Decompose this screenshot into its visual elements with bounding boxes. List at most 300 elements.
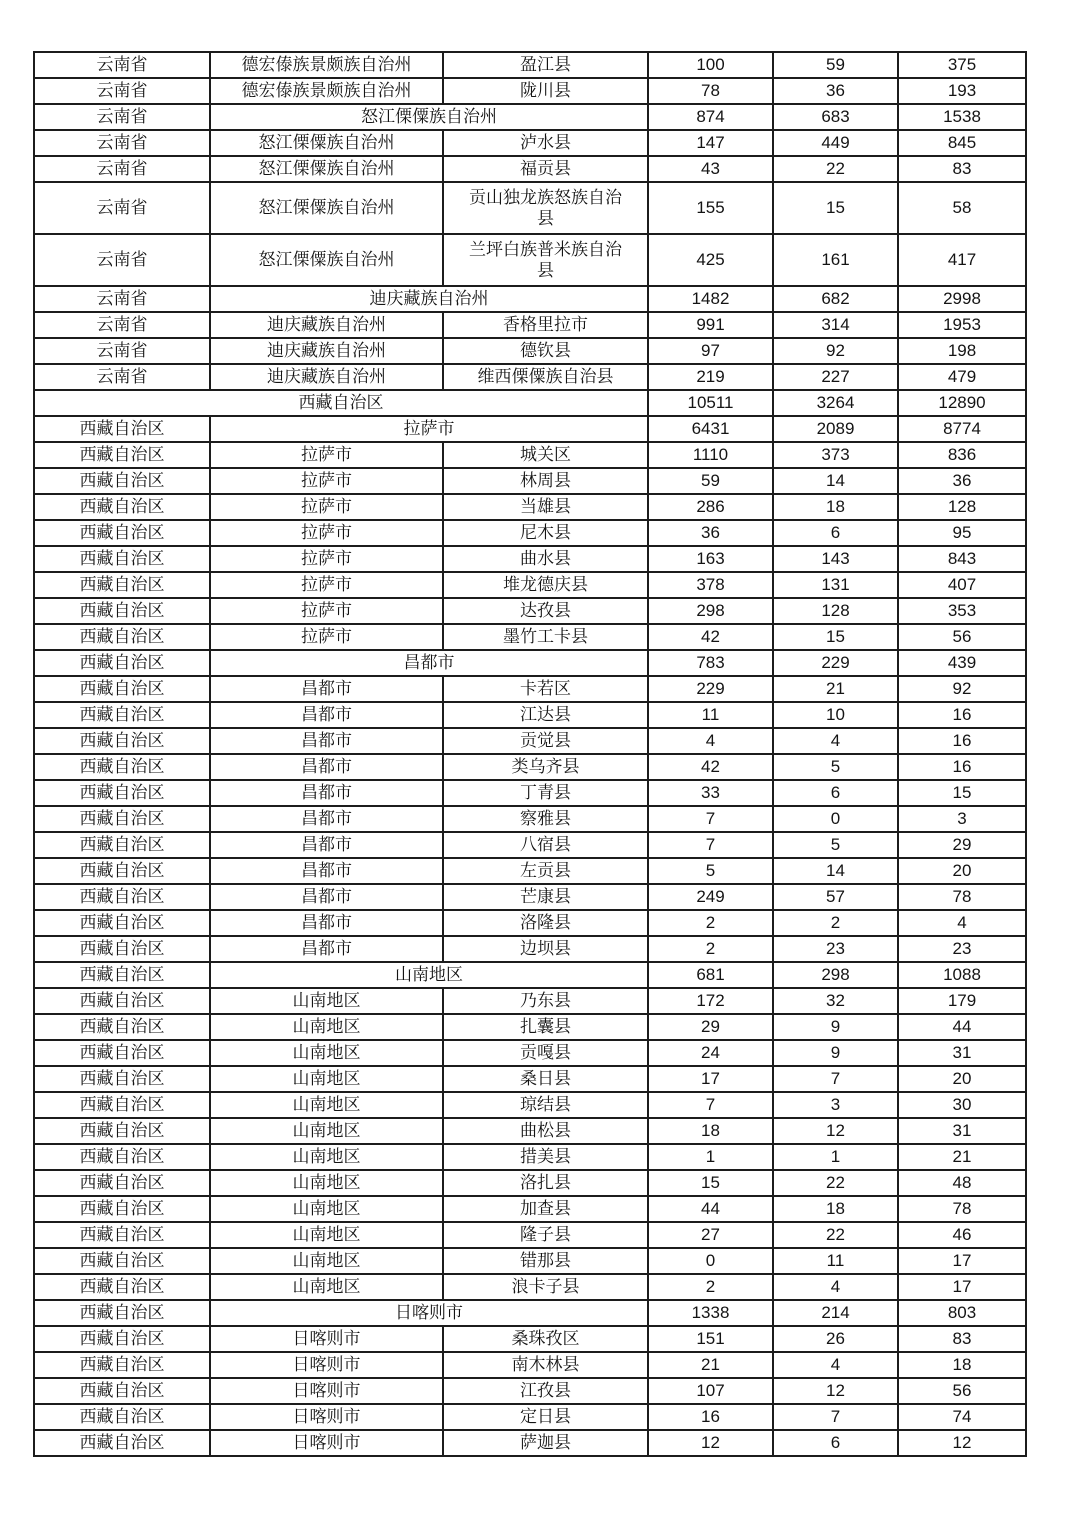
prefecture-cell: 山南地区 <box>210 1092 443 1118</box>
table-row <box>34 702 1026 728</box>
value-cell: 286 <box>648 494 773 520</box>
county-cell: 洛隆县 <box>443 910 648 936</box>
value-cell: 8774 <box>898 416 1026 442</box>
value-cell: 48 <box>898 1170 1026 1196</box>
province-cell: 西藏自治区 <box>34 546 210 572</box>
prefecture-cell: 山南地区 <box>210 1222 443 1248</box>
table-row <box>34 1274 1026 1300</box>
table-row <box>34 182 1026 234</box>
value-cell: 425 <box>648 234 773 286</box>
prefecture-cell: 山南地区 <box>210 988 443 1014</box>
table-row <box>34 598 1026 624</box>
prefecture-cell: 昌都市 <box>210 728 443 754</box>
table-row <box>34 1014 1026 1040</box>
table-row <box>34 1066 1026 1092</box>
value-cell: 11 <box>648 702 773 728</box>
table-row <box>34 52 1026 78</box>
county-cell: 江孜县 <box>443 1378 648 1404</box>
province-cell: 西藏自治区 <box>34 624 210 650</box>
table-row <box>34 962 1026 988</box>
prefecture-cell: 昌都市 <box>210 702 443 728</box>
value-cell: 314 <box>773 312 898 338</box>
province-cell: 西藏自治区 <box>34 650 210 676</box>
county-cell: 林周县 <box>443 468 648 494</box>
value-cell: 2 <box>648 910 773 936</box>
value-cell: 151 <box>648 1326 773 1352</box>
value-cell: 18 <box>648 1118 773 1144</box>
value-cell: 56 <box>898 1378 1026 1404</box>
value-cell: 2 <box>773 910 898 936</box>
province-cell: 西藏自治区 <box>34 858 210 884</box>
county-cell: 维西傈僳族自治县 <box>443 364 648 390</box>
province-cell: 西藏自治区 <box>34 1326 210 1352</box>
province-cell: 西藏自治区 <box>34 936 210 962</box>
value-cell: 31 <box>898 1118 1026 1144</box>
county-cell: 定日县 <box>443 1404 648 1430</box>
value-cell: 56 <box>898 624 1026 650</box>
table-row <box>34 1222 1026 1248</box>
province-cell: 云南省 <box>34 364 210 390</box>
table-row <box>34 390 1026 416</box>
county-cell: 浪卡子县 <box>443 1274 648 1300</box>
value-cell: 843 <box>898 546 1026 572</box>
province-cell: 云南省 <box>34 104 210 130</box>
province-cell: 西藏自治区 <box>34 1352 210 1378</box>
value-cell: 17 <box>898 1274 1026 1300</box>
county-cell: 桑珠孜区 <box>443 1326 648 1352</box>
table-row <box>34 728 1026 754</box>
value-cell: 783 <box>648 650 773 676</box>
table-row <box>34 754 1026 780</box>
prefecture-cell: 日喀则市 <box>210 1378 443 1404</box>
value-cell: 9 <box>773 1014 898 1040</box>
county-cell: 边坝县 <box>443 936 648 962</box>
province-cell: 西藏自治区 <box>34 494 210 520</box>
county-cell: 贡觉县 <box>443 728 648 754</box>
prefecture-cell: 拉萨市 <box>210 494 443 520</box>
province-cell: 西藏自治区 <box>34 1378 210 1404</box>
value-cell: 6 <box>773 1430 898 1456</box>
province-cell: 西藏自治区 <box>34 832 210 858</box>
value-cell: 42 <box>648 754 773 780</box>
table-row <box>34 1040 1026 1066</box>
value-cell: 15 <box>773 182 898 234</box>
prefecture-cell: 拉萨市 <box>210 442 443 468</box>
province-cell: 西藏自治区 <box>34 728 210 754</box>
province-cell: 西藏自治区 <box>34 1066 210 1092</box>
value-cell: 22 <box>773 1170 898 1196</box>
province-cell: 西藏自治区 <box>34 1144 210 1170</box>
province-total-cell: 西藏自治区 <box>34 390 648 416</box>
prefecture-cell: 德宏傣族景颇族自治州 <box>210 78 443 104</box>
county-cell: 措美县 <box>443 1144 648 1170</box>
table-row <box>34 1196 1026 1222</box>
county-cell: 城关区 <box>443 442 648 468</box>
value-cell: 16 <box>898 728 1026 754</box>
prefecture-cell: 昌都市 <box>210 754 443 780</box>
table-row <box>34 572 1026 598</box>
table-row <box>34 676 1026 702</box>
table-row <box>34 936 1026 962</box>
statistics-table <box>33 51 1027 1457</box>
value-cell: 78 <box>648 78 773 104</box>
county-cell: 堆龙德庆县 <box>443 572 648 598</box>
table-body <box>34 52 1026 1456</box>
table-row <box>34 1326 1026 1352</box>
value-cell: 29 <box>648 1014 773 1040</box>
value-cell: 373 <box>773 442 898 468</box>
value-cell: 92 <box>898 676 1026 702</box>
value-cell: 179 <box>898 988 1026 1014</box>
value-cell: 21 <box>648 1352 773 1378</box>
value-cell: 3264 <box>773 390 898 416</box>
table-row <box>34 884 1026 910</box>
value-cell: 407 <box>898 572 1026 598</box>
value-cell: 22 <box>773 156 898 182</box>
value-cell: 128 <box>898 494 1026 520</box>
value-cell: 36 <box>773 78 898 104</box>
table-row <box>34 1352 1026 1378</box>
value-cell: 378 <box>648 572 773 598</box>
table-row <box>34 442 1026 468</box>
prefecture-cell: 山南地区 <box>210 1118 443 1144</box>
province-cell: 西藏自治区 <box>34 1118 210 1144</box>
prefecture-cell: 日喀则市 <box>210 1404 443 1430</box>
value-cell: 198 <box>898 338 1026 364</box>
value-cell: 16 <box>648 1404 773 1430</box>
province-cell: 西藏自治区 <box>34 702 210 728</box>
value-cell: 0 <box>773 806 898 832</box>
value-cell: 417 <box>898 234 1026 286</box>
value-cell: 143 <box>773 546 898 572</box>
province-cell: 西藏自治区 <box>34 442 210 468</box>
county-cell: 洛扎县 <box>443 1170 648 1196</box>
value-cell: 78 <box>898 1196 1026 1222</box>
value-cell: 21 <box>898 1144 1026 1170</box>
prefecture-cell: 昌都市 <box>210 910 443 936</box>
value-cell: 14 <box>773 858 898 884</box>
prefecture-cell: 怒江傈僳族自治州 <box>210 156 443 182</box>
value-cell: 147 <box>648 130 773 156</box>
province-cell: 西藏自治区 <box>34 1404 210 1430</box>
prefecture-cell: 山南地区 <box>210 1170 443 1196</box>
value-cell: 23 <box>898 936 1026 962</box>
prefecture-cell: 昌都市 <box>210 832 443 858</box>
value-cell: 2 <box>648 1274 773 1300</box>
value-cell: 155 <box>648 182 773 234</box>
value-cell: 12 <box>773 1378 898 1404</box>
table-page <box>33 51 1027 1457</box>
value-cell: 1482 <box>648 286 773 312</box>
table-row <box>34 1430 1026 1456</box>
table-row <box>34 1092 1026 1118</box>
county-cell: 察雅县 <box>443 806 648 832</box>
county-cell: 乃东县 <box>443 988 648 1014</box>
value-cell: 4 <box>648 728 773 754</box>
prefecture-cell: 怒江傈僳族自治州 <box>210 234 443 286</box>
table-row <box>34 312 1026 338</box>
value-cell: 21 <box>773 676 898 702</box>
prefecture-cell: 昌都市 <box>210 806 443 832</box>
value-cell: 1088 <box>898 962 1026 988</box>
value-cell: 9 <box>773 1040 898 1066</box>
province-cell: 西藏自治区 <box>34 468 210 494</box>
table-row <box>34 234 1026 286</box>
county-cell: 达孜县 <box>443 598 648 624</box>
table-row <box>34 520 1026 546</box>
province-cell: 云南省 <box>34 78 210 104</box>
county-cell: 兰坪白族普米族自治县 <box>443 234 648 286</box>
county-cell: 类乌齐县 <box>443 754 648 780</box>
county-cell: 陇川县 <box>443 78 648 104</box>
value-cell: 83 <box>898 156 1026 182</box>
prefecture-cell: 日喀则市 <box>210 1326 443 1352</box>
prefecture-cell: 昌都市 <box>210 858 443 884</box>
value-cell: 107 <box>648 1378 773 1404</box>
table-row <box>34 624 1026 650</box>
value-cell: 43 <box>648 156 773 182</box>
value-cell: 20 <box>898 858 1026 884</box>
province-cell: 西藏自治区 <box>34 754 210 780</box>
table-row <box>34 988 1026 1014</box>
table-row <box>34 156 1026 182</box>
prefecture-cell: 迪庆藏族自治州 <box>210 338 443 364</box>
table-row <box>34 78 1026 104</box>
county-cell: 芒康县 <box>443 884 648 910</box>
value-cell: 36 <box>648 520 773 546</box>
value-cell: 5 <box>773 754 898 780</box>
prefecture-cell: 日喀则市 <box>210 1352 443 1378</box>
value-cell: 1538 <box>898 104 1026 130</box>
value-cell: 803 <box>898 1300 1026 1326</box>
value-cell: 7 <box>773 1404 898 1430</box>
value-cell: 22 <box>773 1222 898 1248</box>
value-cell: 42 <box>648 624 773 650</box>
county-cell: 八宿县 <box>443 832 648 858</box>
county-cell: 贡嘎县 <box>443 1040 648 1066</box>
value-cell: 23 <box>773 936 898 962</box>
county-cell: 泸水县 <box>443 130 648 156</box>
county-cell: 左贡县 <box>443 858 648 884</box>
value-cell: 214 <box>773 1300 898 1326</box>
county-cell: 盈江县 <box>443 52 648 78</box>
prefecture-total-cell: 山南地区 <box>210 962 648 988</box>
province-cell: 西藏自治区 <box>34 1274 210 1300</box>
value-cell: 479 <box>898 364 1026 390</box>
value-cell: 24 <box>648 1040 773 1066</box>
prefecture-cell: 拉萨市 <box>210 598 443 624</box>
value-cell: 18 <box>898 1352 1026 1378</box>
province-cell: 西藏自治区 <box>34 1430 210 1456</box>
province-cell: 云南省 <box>34 130 210 156</box>
table-row <box>34 468 1026 494</box>
province-cell: 云南省 <box>34 312 210 338</box>
value-cell: 46 <box>898 1222 1026 1248</box>
value-cell: 439 <box>898 650 1026 676</box>
county-cell: 香格里拉市 <box>443 312 648 338</box>
value-cell: 128 <box>773 598 898 624</box>
value-cell: 15 <box>773 624 898 650</box>
value-cell: 298 <box>648 598 773 624</box>
prefecture-cell: 德宏傣族景颇族自治州 <box>210 52 443 78</box>
value-cell: 14 <box>773 468 898 494</box>
value-cell: 16 <box>898 754 1026 780</box>
value-cell: 298 <box>773 962 898 988</box>
table-row <box>34 1248 1026 1274</box>
table-row <box>34 1378 1026 1404</box>
value-cell: 5 <box>773 832 898 858</box>
table-row <box>34 494 1026 520</box>
province-cell: 西藏自治区 <box>34 910 210 936</box>
table-row <box>34 546 1026 572</box>
prefecture-total-cell: 怒江傈僳族自治州 <box>210 104 648 130</box>
province-cell: 西藏自治区 <box>34 1014 210 1040</box>
table-row <box>34 286 1026 312</box>
table-row <box>34 1118 1026 1144</box>
value-cell: 12890 <box>898 390 1026 416</box>
province-cell: 西藏自治区 <box>34 1040 210 1066</box>
county-cell: 南木林县 <box>443 1352 648 1378</box>
value-cell: 7 <box>648 1092 773 1118</box>
value-cell: 12 <box>648 1430 773 1456</box>
value-cell: 1953 <box>898 312 1026 338</box>
value-cell: 11 <box>773 1248 898 1274</box>
value-cell: 1110 <box>648 442 773 468</box>
province-cell: 云南省 <box>34 182 210 234</box>
value-cell: 161 <box>773 234 898 286</box>
prefecture-total-cell: 日喀则市 <box>210 1300 648 1326</box>
province-cell: 西藏自治区 <box>34 988 210 1014</box>
province-cell: 西藏自治区 <box>34 520 210 546</box>
county-cell: 德钦县 <box>443 338 648 364</box>
province-cell: 云南省 <box>34 234 210 286</box>
prefecture-cell: 山南地区 <box>210 1274 443 1300</box>
table-row <box>34 130 1026 156</box>
value-cell: 30 <box>898 1092 1026 1118</box>
value-cell: 3 <box>898 806 1026 832</box>
value-cell: 58 <box>898 182 1026 234</box>
value-cell: 100 <box>648 52 773 78</box>
value-cell: 15 <box>648 1170 773 1196</box>
table-row <box>34 1404 1026 1430</box>
prefecture-cell: 迪庆藏族自治州 <box>210 312 443 338</box>
prefecture-cell: 山南地区 <box>210 1196 443 1222</box>
table-row <box>34 858 1026 884</box>
province-cell: 西藏自治区 <box>34 962 210 988</box>
table-row <box>34 364 1026 390</box>
value-cell: 682 <box>773 286 898 312</box>
prefecture-cell: 山南地区 <box>210 1066 443 1092</box>
province-cell: 西藏自治区 <box>34 1170 210 1196</box>
value-cell: 4 <box>773 1274 898 1300</box>
value-cell: 219 <box>648 364 773 390</box>
table-row <box>34 650 1026 676</box>
value-cell: 353 <box>898 598 1026 624</box>
province-cell: 西藏自治区 <box>34 598 210 624</box>
table-row <box>34 910 1026 936</box>
county-cell: 曲松县 <box>443 1118 648 1144</box>
county-cell: 江达县 <box>443 702 648 728</box>
table-row <box>34 1170 1026 1196</box>
value-cell: 1338 <box>648 1300 773 1326</box>
value-cell: 6431 <box>648 416 773 442</box>
province-cell: 西藏自治区 <box>34 1248 210 1274</box>
prefecture-cell: 怒江傈僳族自治州 <box>210 182 443 234</box>
value-cell: 131 <box>773 572 898 598</box>
value-cell: 12 <box>773 1118 898 1144</box>
table-row <box>34 416 1026 442</box>
value-cell: 16 <box>898 702 1026 728</box>
value-cell: 17 <box>898 1248 1026 1274</box>
value-cell: 681 <box>648 962 773 988</box>
county-cell: 丁青县 <box>443 780 648 806</box>
prefecture-cell: 山南地区 <box>210 1144 443 1170</box>
value-cell: 27 <box>648 1222 773 1248</box>
value-cell: 20 <box>898 1066 1026 1092</box>
county-cell: 曲水县 <box>443 546 648 572</box>
province-cell: 西藏自治区 <box>34 416 210 442</box>
value-cell: 18 <box>773 494 898 520</box>
value-cell: 7 <box>773 1066 898 1092</box>
table-row <box>34 1144 1026 1170</box>
value-cell: 4 <box>898 910 1026 936</box>
value-cell: 836 <box>898 442 1026 468</box>
table-row <box>34 338 1026 364</box>
value-cell: 83 <box>898 1326 1026 1352</box>
value-cell: 78 <box>898 884 1026 910</box>
value-cell: 449 <box>773 130 898 156</box>
province-cell: 西藏自治区 <box>34 1300 210 1326</box>
value-cell: 1 <box>648 1144 773 1170</box>
prefecture-cell: 昌都市 <box>210 936 443 962</box>
table-row <box>34 1300 1026 1326</box>
county-cell: 隆子县 <box>443 1222 648 1248</box>
value-cell: 12 <box>898 1430 1026 1456</box>
value-cell: 3 <box>773 1092 898 1118</box>
prefecture-cell: 拉萨市 <box>210 468 443 494</box>
value-cell: 4 <box>773 1352 898 1378</box>
province-cell: 西藏自治区 <box>34 806 210 832</box>
value-cell: 18 <box>773 1196 898 1222</box>
province-cell: 西藏自治区 <box>34 1092 210 1118</box>
value-cell: 57 <box>773 884 898 910</box>
prefecture-cell: 昌都市 <box>210 676 443 702</box>
value-cell: 172 <box>648 988 773 1014</box>
value-cell: 33 <box>648 780 773 806</box>
county-cell: 琼结县 <box>443 1092 648 1118</box>
province-cell: 云南省 <box>34 286 210 312</box>
table-row <box>34 104 1026 130</box>
value-cell: 7 <box>648 832 773 858</box>
value-cell: 2998 <box>898 286 1026 312</box>
prefecture-cell: 拉萨市 <box>210 546 443 572</box>
prefecture-cell: 山南地区 <box>210 1040 443 1066</box>
value-cell: 0 <box>648 1248 773 1274</box>
prefecture-cell: 拉萨市 <box>210 572 443 598</box>
county-cell: 福贡县 <box>443 156 648 182</box>
value-cell: 15 <box>898 780 1026 806</box>
value-cell: 32 <box>773 988 898 1014</box>
value-cell: 29 <box>898 832 1026 858</box>
value-cell: 229 <box>648 676 773 702</box>
province-cell: 西藏自治区 <box>34 884 210 910</box>
prefecture-cell: 昌都市 <box>210 780 443 806</box>
value-cell: 6 <box>773 780 898 806</box>
prefecture-cell: 怒江傈僳族自治州 <box>210 130 443 156</box>
value-cell: 193 <box>898 78 1026 104</box>
value-cell: 26 <box>773 1326 898 1352</box>
value-cell: 92 <box>773 338 898 364</box>
